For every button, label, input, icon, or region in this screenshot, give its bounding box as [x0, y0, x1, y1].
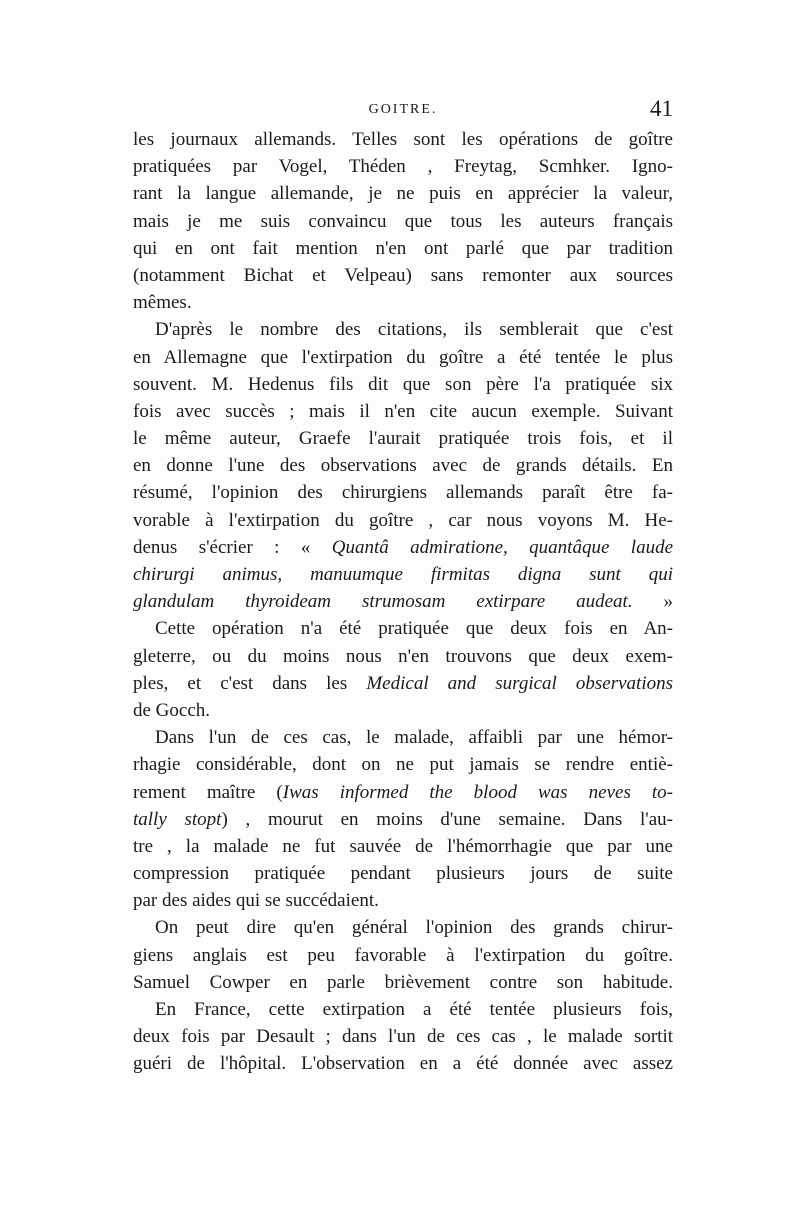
text-line: tally stopt) , mourut en moins d'une semaine. Dans l'au-: [133, 808, 673, 830]
text-line: rhagie considérable, dont on ne put jamais se rendre entiè-: [133, 754, 673, 776]
text-line: par des aides qui se succédaient.: [133, 890, 379, 912]
text-line: mêmes.: [133, 292, 192, 314]
text-line: ples, et c'est dans les Medical and surgical observations: [133, 672, 673, 694]
text-line: D'après le nombre des citations, ils semblerait que c'est: [155, 319, 673, 341]
text-line: fois avec succès ; mais il n'en cite aucun exemple. Suivant: [133, 400, 673, 422]
italic-phrase: glandulam thyroideam strumosam extirpare audeat.: [133, 591, 633, 613]
text-line: glandulam thyroideam strumosam extirpare audeat. »: [133, 591, 674, 613]
italic-phrase: Quantâ admiratione, quantâque laude: [331, 536, 674, 558]
text-line: guéri de l'hôpital. L'observation en a été donnée avec assez: [133, 1053, 673, 1075]
text-line: Dans l'un de ces cas, le malade, affaibli par une hémor-: [155, 727, 673, 749]
text-line: vorable à l'extirpation du goître , car nous voyons M. He-: [133, 509, 673, 531]
italic-phrase: Medical and surgical observations: [366, 672, 673, 694]
text-line: [133, 561, 673, 588]
page-number: 41: [650, 96, 673, 121]
text-line: En France, cette extirpation a été tentée plusieurs fois,: [155, 999, 673, 1020]
text-line: compression pratiquée pendant plusieurs jours de suite: [133, 863, 673, 885]
text-line: deux fois par Desault ; dans l'un de ces cas , le malade sortit: [133, 1026, 673, 1048]
text-line: le même auteur, Graefe l'aurait pratiquée trois fois, et il: [133, 428, 673, 450]
italic-phrase: Iwas informed the blood was neves to-: [282, 781, 674, 803]
text-line: en Allemagne que l'extirpation du goître a été tentée le plus: [133, 346, 673, 368]
text-line: en donne l'une des observations avec de grands détails. En: [133, 455, 673, 477]
italic-phrase: chirurgi animus, manuumque firmitas digna sunt qui: [133, 564, 673, 585]
text-line: qui en ont fait mention n'en ont parlé que par tradition: [133, 237, 673, 259]
text-line: rement maître (Iwas informed the blood was neves to-: [133, 781, 674, 803]
text-line: tre , la malade ne fut sauvée de l'hémorrhagie que par une: [133, 835, 673, 857]
running-head: [133, 96, 673, 126]
text-line: On peut dire qu'en général l'opinion des grands chirur-: [155, 917, 673, 939]
text-line: les journaux allemands. Telles sont les opérations de goître: [133, 129, 673, 150]
body-text: [133, 126, 673, 1078]
page-header-title: GOITRE.: [368, 102, 438, 117]
text-line: gleterre, ou du moins nous n'en trouvons que deux exem-: [133, 645, 673, 667]
text-line: rant la langue allemande, je ne puis en apprécier la valeur,: [133, 183, 673, 205]
text-line: Samuel Cowper en parle brièvement contre son habitude.: [133, 971, 673, 993]
text-line: (notamment Bichat et Velpeau) sans remonter aux sources: [133, 264, 673, 286]
text-line: résumé, l'opinion des chirurgiens allemands paraît être fa-: [133, 482, 673, 504]
text-line: Cette opération n'a été pratiquée que deux fois en An-: [155, 618, 673, 640]
text-line: denus s'écrier : « Quantâ admiratione, quantâque laude: [133, 536, 674, 558]
italic-phrase: tally stopt: [133, 808, 222, 830]
text-line: souvent. M. Hedenus fils dit que son père l'a pratiquée six: [133, 373, 673, 395]
text-line: mais je me suis convaincu que tous les auteurs français: [133, 210, 673, 232]
text-line: de Gocch.: [133, 699, 211, 721]
text-line: pratiquées par Vogel, Théden , Freytag, Scmhker. Igno-: [133, 156, 673, 178]
text-line: giens anglais est peu favorable à l'extirpation du goître.: [133, 944, 673, 966]
